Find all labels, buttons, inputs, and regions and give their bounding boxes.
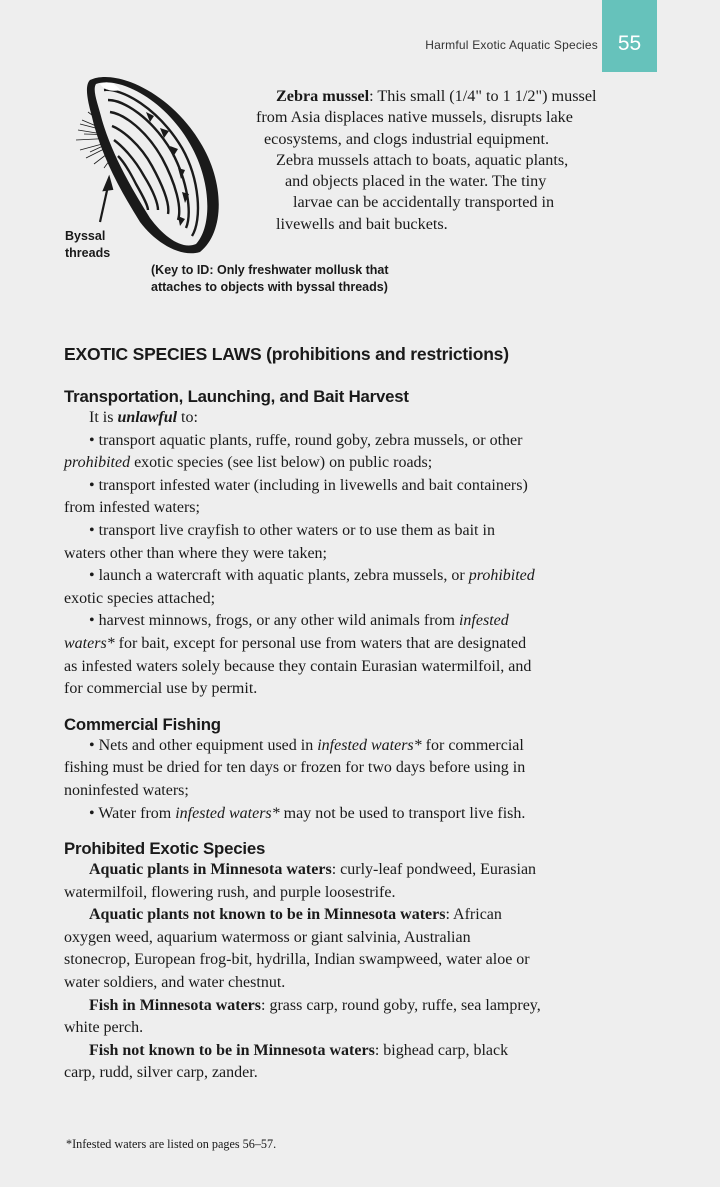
rule-line: exotic species attached; (64, 589, 216, 607)
emphasis: waters* (64, 634, 115, 652)
species-line: white perch. (64, 1019, 144, 1037)
text-part: : bighead carp, black (374, 1041, 509, 1059)
emphasis: prohibited (64, 454, 131, 472)
species-category: Fish in Minnesota waters (89, 996, 261, 1014)
byssal-label-line: Byssal (65, 229, 106, 243)
species-line (64, 995, 664, 1018)
arrow-icon (100, 178, 112, 222)
text-part: • Nets and other equipment used in (89, 736, 318, 754)
zebra-text-part: : This small ( (369, 87, 455, 105)
key-line: attaches to objects with byssal threads) (151, 280, 388, 294)
unlawful-emphasis: unlawful (117, 409, 178, 426)
text-part: for commercial (421, 736, 524, 754)
footnote: *Infested waters are listed on pages 56–57. (66, 1137, 277, 1151)
section-title: EXOTIC SPECIES LAWS (prohibitions and restrictions) (64, 344, 509, 364)
running-head: Harmful Exotic Aquatic Species (425, 38, 598, 52)
prohibited-species (64, 859, 664, 1085)
page-number-tab (602, 0, 657, 72)
rule-line (64, 452, 664, 475)
species-line: stonecrop, European frog-bit, hydrilla, Indian swampweed, water aloe or (64, 951, 530, 969)
rule-line: for commercial use by permit. (64, 680, 258, 698)
rule-line: noninfested waters; (64, 781, 189, 799)
rule-line: • transport aquatic plants, ruffe, round goby, zebra mussels, or other (89, 431, 523, 449)
heading-commercial-fishing: Commercial Fishing (64, 714, 221, 734)
species-line (64, 859, 664, 882)
text-part: • Water from (89, 804, 176, 822)
transport-rules (64, 407, 664, 701)
zebra-line: ecosystems, and clogs industrial equipment. (264, 129, 550, 148)
zebra-term: Zebra mussel (276, 87, 370, 105)
species-line: water soldiers, and water chestnut. (64, 974, 286, 992)
species-line: carp, rudd, silver carp, zander. (64, 1064, 258, 1082)
species-line: oxygen weed, aquarium watermoss or giant salvinia, Australian (64, 928, 471, 946)
species-line (64, 904, 664, 927)
rule-line (64, 735, 664, 758)
key-line: (Key to ID: Only freshwater mollusk that (151, 263, 389, 277)
zebra-line: Zebra mussels attach to boats, aquatic plants, (276, 150, 569, 169)
emphasis: infested (458, 612, 509, 630)
emphasis: infested waters* (317, 736, 422, 754)
rule-line: as infested waters solely because they contain Eurasian watermilfoil, and (64, 657, 532, 675)
text-part: to: (177, 409, 198, 426)
byssal-label-line: threads (65, 246, 111, 260)
size-min: 1/4" (454, 87, 482, 105)
zebra-text-part: ) mussel (542, 87, 597, 105)
rule-line (64, 803, 664, 826)
laws-section (64, 344, 664, 1085)
byssal-threads-label (65, 228, 110, 262)
zebra-line (254, 86, 674, 107)
zebra-text-part: to (481, 87, 503, 105)
species-category: Fish not known to be in Minnesota waters (89, 1041, 375, 1059)
species-category: Aquatic plants in Minnesota waters (89, 861, 332, 879)
rule-line: waters other than where they were taken; (64, 544, 327, 562)
page-number: 55 (617, 32, 642, 55)
heading-transportation: Transportation, Launching, and Bait Harvest (64, 387, 409, 406)
heading-prohibited-species: Prohibited Exotic Species (64, 839, 266, 859)
rule-line (64, 565, 664, 588)
text-part: exotic species (see list below) on public roads; (130, 454, 433, 472)
shell-icon (87, 77, 219, 253)
species-line: watermilfoil, flowering rush, and purple loosestrife. (64, 883, 396, 901)
species-category: Aquatic plants not known to be in Minnesota waters (89, 906, 446, 924)
zebra-line: livewells and bait buckets. (276, 214, 448, 233)
zebra-line: larvae can be accidentally transported in (293, 193, 555, 212)
text-part: may not be used to transport live fish. (279, 804, 526, 822)
rule-line (64, 633, 664, 656)
rule-line: • transport live crayfish to other waters or to use them as bait in (89, 521, 495, 539)
key-to-id (151, 262, 389, 296)
rule-line (64, 610, 664, 633)
species-line (64, 1040, 664, 1063)
zebra-mussel-description (254, 86, 674, 235)
commercial-rules (64, 735, 664, 825)
text-part: for bait, except for personal use from waters that are designated (114, 634, 527, 652)
zebra-line: and objects placed in the water. The tiny (285, 172, 547, 191)
zebra-line: from Asia displaces native mussels, disrupts lake (256, 108, 573, 127)
rule-line: fishing must be dried for ten days or frozen for two days before using in (64, 759, 526, 777)
emphasis: prohibited (468, 567, 535, 585)
text-part: : curly-leaf pondweed, Eurasian (331, 861, 537, 879)
text-part: : African (445, 906, 502, 924)
size-max: 1 1/2" (502, 87, 543, 105)
emphasis: infested waters* (175, 804, 280, 822)
rule-line: • transport infested water (including in livewells and bait containers) (89, 476, 528, 494)
text-part: • harvest minnows, frogs, or any other wild animals from (89, 612, 459, 630)
rule-line: from infested waters; (64, 499, 200, 517)
text-part: : grass carp, round goby, ruffe, sea lamprey, (261, 996, 541, 1014)
intro-line (64, 407, 664, 430)
text-part: It is (89, 409, 118, 426)
text-part: • launch a watercraft with aquatic plants, zebra mussels, or (89, 567, 469, 585)
